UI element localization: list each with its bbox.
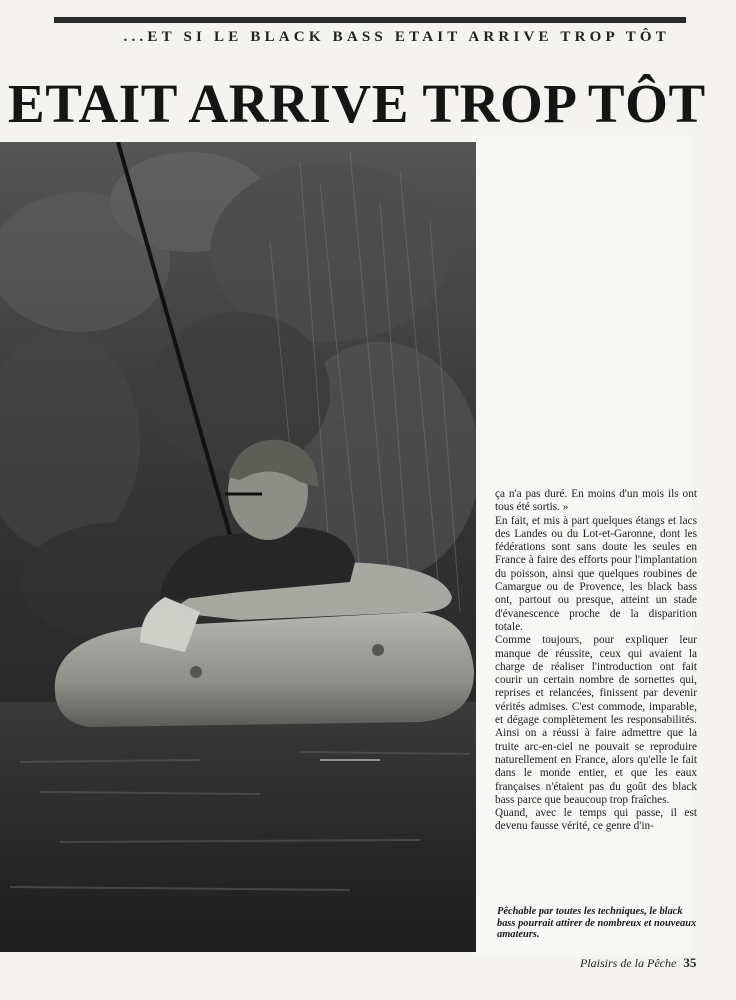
running-head: ...ET SI LE BLACK BASS ETAIT ARRIVE TROP TÔT [123, 29, 670, 45]
magazine-title: Plaisirs de la Pêche [580, 956, 677, 970]
article-body [495, 488, 697, 834]
paragraph: Quand, avec le temps qui passe, il est devenu fausse vérité, ce genre d'in- [495, 807, 697, 833]
paragraph: ça n'a pas duré. En moins d'un mois ils ont tous été sortis. » [495, 488, 697, 514]
paragraph: Comme toujours, pour expliquer leur manque de réussite, ceux qui avaient la charge de réaliser l'introduction ont fait courir un certain nombre de sornettes qui, reprises et relancées, finissent par devenir vérités admises. C'est commode, imparable, et dégage complètement les responsabilités. Ainsi on a réussi à faire admettre que la truite arc-en-ciel ne pouvait se reproduire naturellement en France, alors qu'elle le fait dans le monde entier, et que les eaux françaises n'étaient pas du goût des black bass parce que beaucoup trop fraîches. [495, 634, 697, 806]
top-rule [54, 17, 686, 23]
page-footer [580, 955, 700, 971]
paragraph: En fait, et mis à part quelques étangs et lacs des Landes ou du Lot-et-Garonne, dont les fédérations sont sans doute les seules en France à faire des efforts pour l'implantation du poisson, ainsi que quelques roubines de Camargue ou de Provence, les black bass ont, partout ou presque, atteint un stade d'évanescence proche de la disparition totale. [495, 514, 697, 633]
photo-angler-float-tube [0, 142, 476, 952]
page-number: 35 [683, 955, 697, 970]
photo-caption: Pêchable par toutes les techniques, le black bass pourrait attirer de nombreux et nouveaux amateurs. [497, 906, 697, 941]
headline: ETAIT ARRIVE TROP TÔT [8, 73, 706, 134]
